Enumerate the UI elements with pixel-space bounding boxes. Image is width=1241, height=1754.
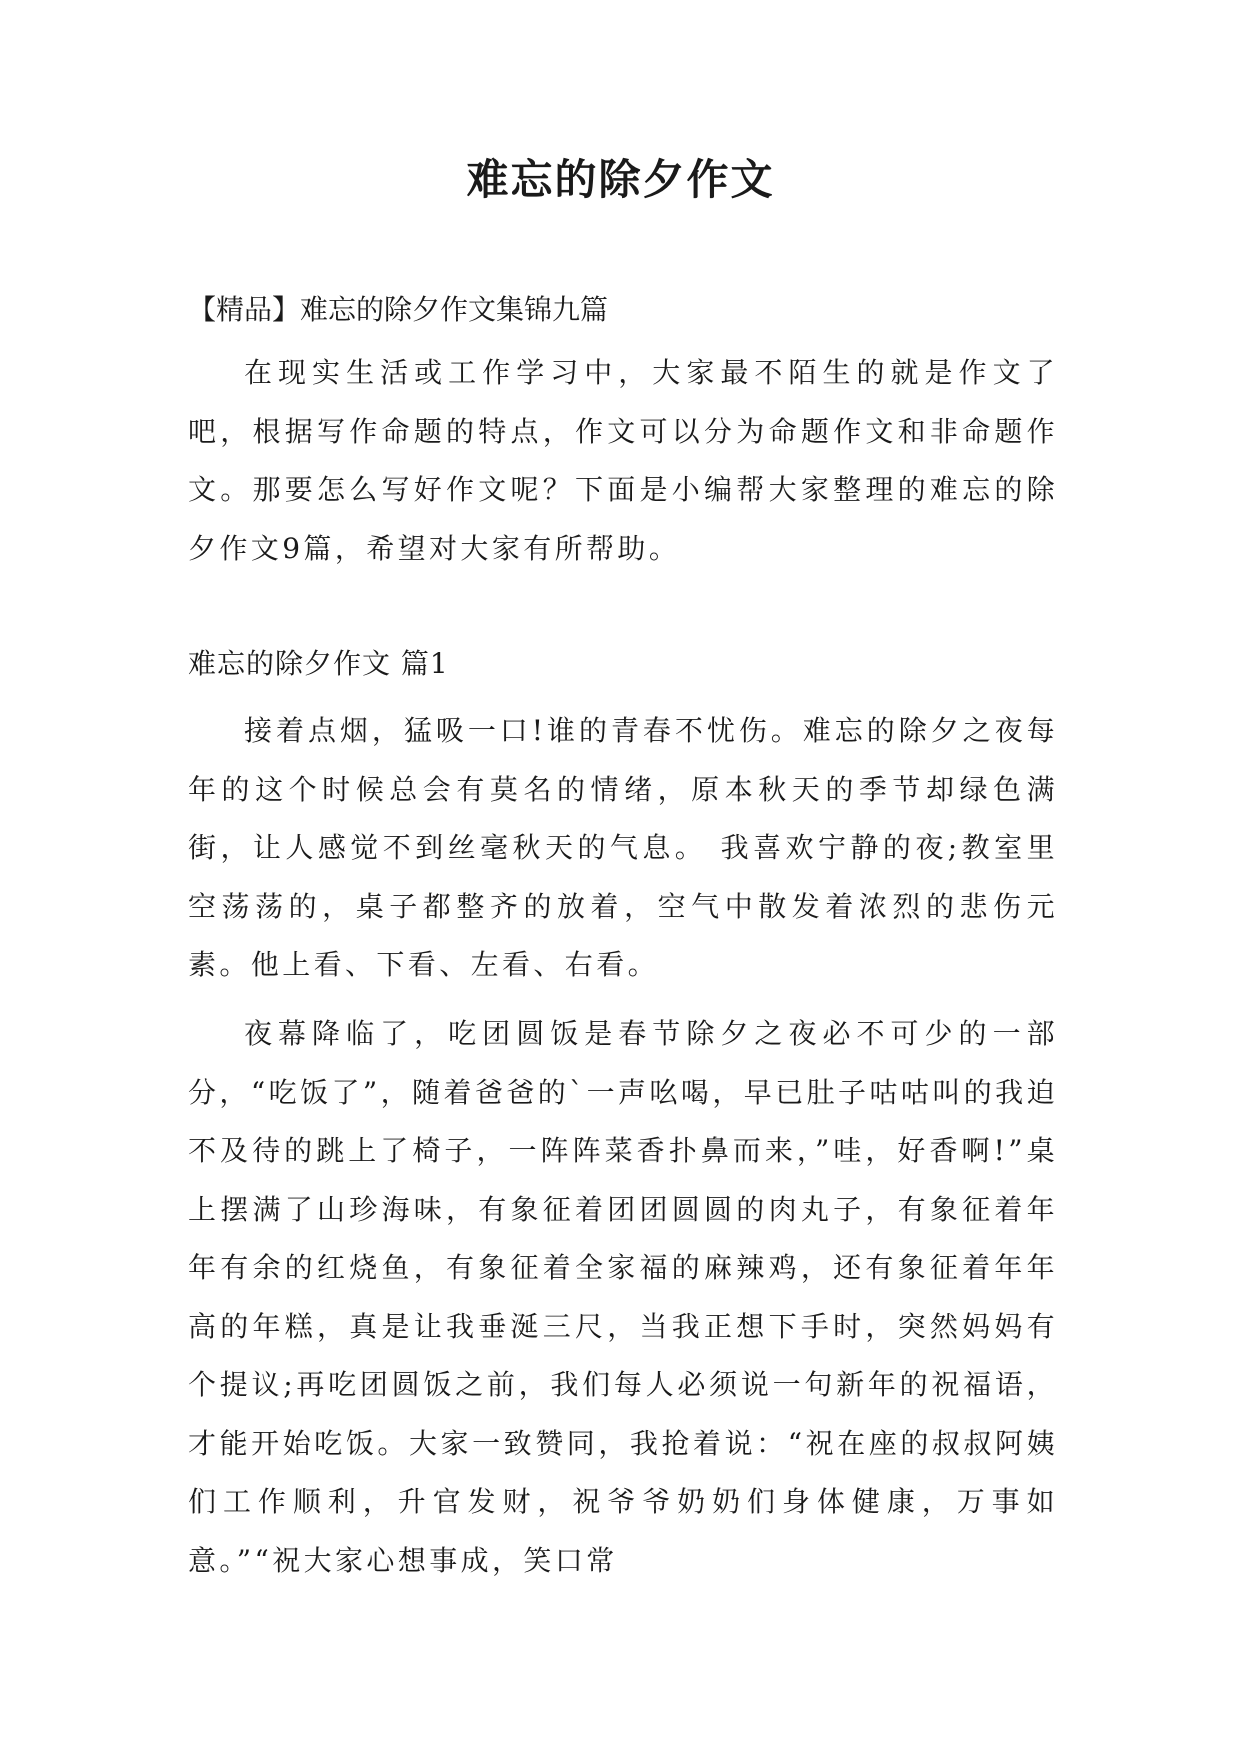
intro-paragraph: 在现实生活或工作学习中，大家最不陌生的就是作文了吧，根据写作命题的特点，作文可以分为命题作文和非命题作文。那要怎么写好作文呢？下面是小编帮大家整理的难忘的除夕作文9篇，希望对大家有所帮助。 xyxy=(188,356,1058,565)
document-subtitle: 【精品】难忘的除夕作文集锦九篇 xyxy=(188,293,609,326)
document-title: 难忘的除夕作文 xyxy=(466,155,775,204)
body-paragraph: 夜幕降临了，吃团圆饭是春节除夕之夜必不可少的一部分，“吃饭了”，随着爸爸的`一声吆喝，早已肚子咕咕叫的我迫不及待的跳上了椅子，一阵阵菜香扑鼻而来，”哇，好香啊!”桌上摆满了山珍海味，有象征着团团圆圆的肉丸子，有象征着年年有余的红烧鱼，有象征着全家福的麻辣鸡，还有象征着年年高的年糕，真是让我垂涎三尺，当我正想下手时，突然妈妈有个提议;再吃团圆饭之前，我们每人必须说一句新年的祝福语，才能开始吃饭。大家一致赞同，我抢着说：“祝在座的叔叔阿姨们工作顺利，升官发财，祝爷爷奶奶们身体健康，万事如意。”“祝大家心想事成，笑口常 xyxy=(188,1017,1058,1577)
body-paragraph: 接着点烟，猛吸一口!谁的青春不忧伤。难忘的除夕之夜每年的这个时候总会有莫名的情绪，原本秋天的季节却绿色满街，让人感觉不到丝毫秋天的气息。 我喜欢宁静的夜;教室里空荡荡的，桌子都整齐的放着，空气中散发着浓烈的悲伤元素。他上看、下看、左看、右看。 xyxy=(188,714,1058,981)
section-heading: 难忘的除夕作文 篇1 xyxy=(188,647,449,680)
